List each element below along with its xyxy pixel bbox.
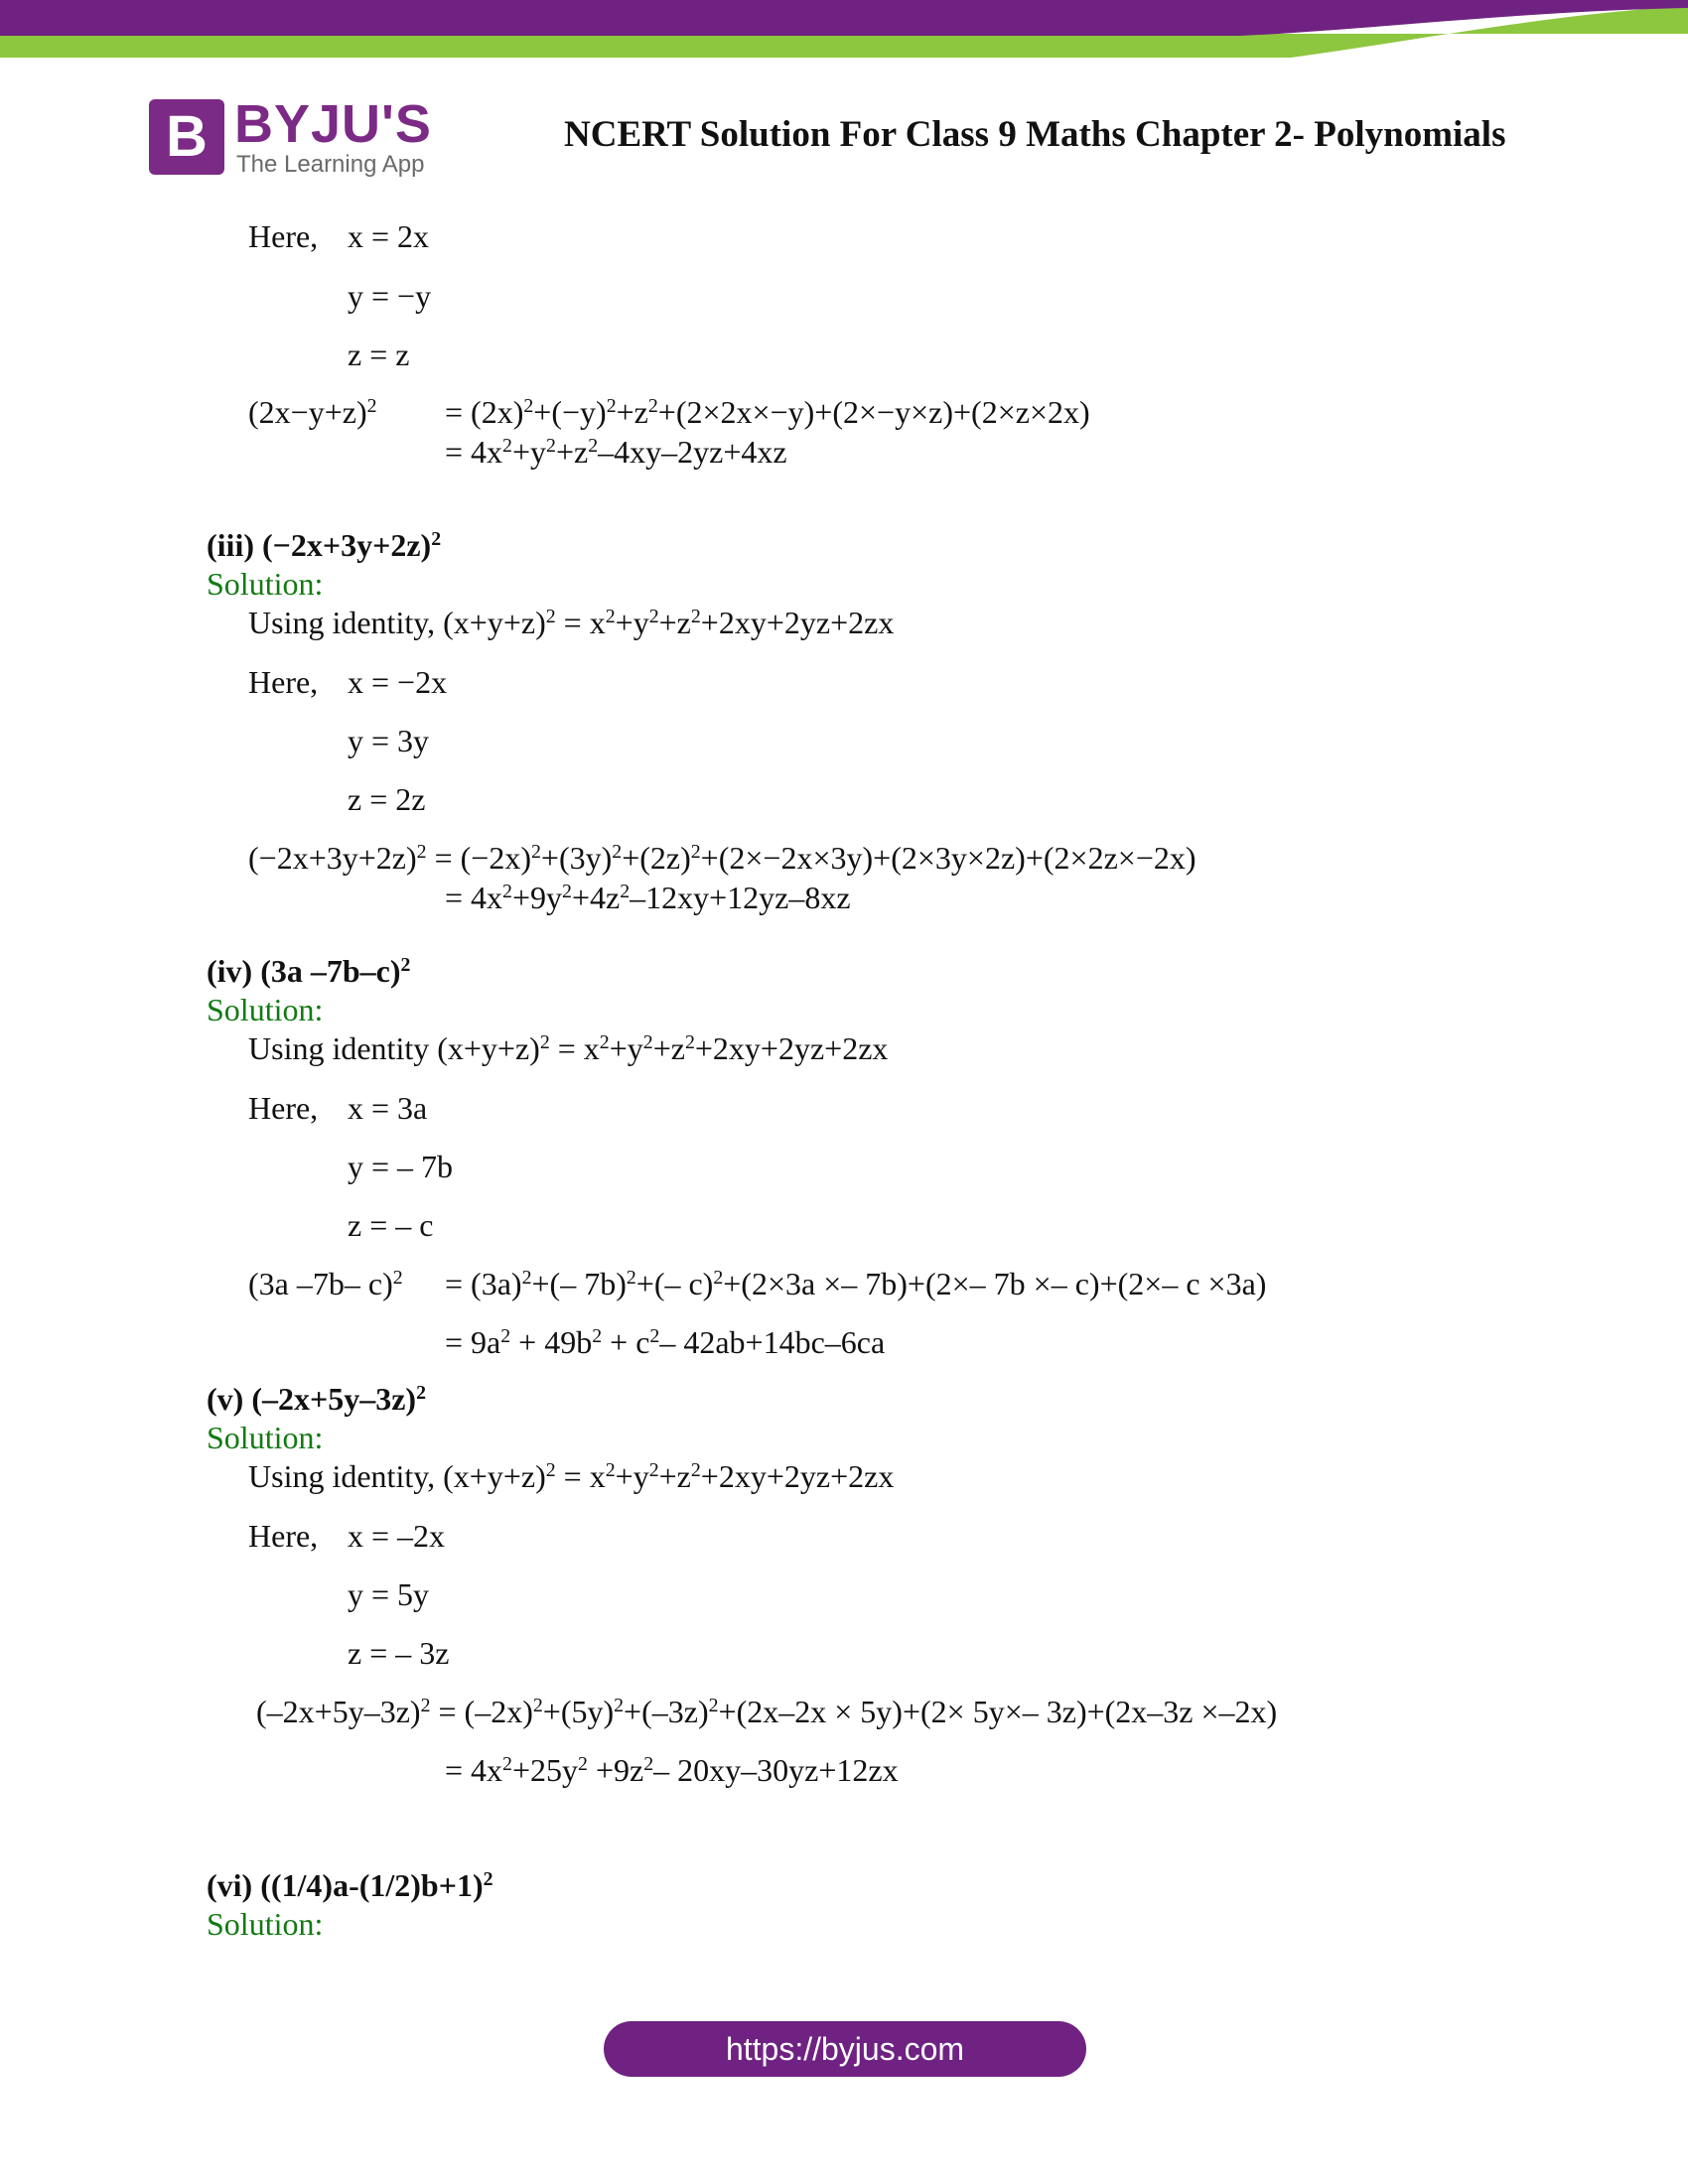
- substitution-x: x = 2x: [348, 218, 430, 254]
- substitution-z: z = z: [348, 337, 410, 372]
- logo-mark: [149, 99, 224, 175]
- substitution-y: y = – 7b: [348, 1149, 454, 1184]
- substitution-z: z = – 3z: [348, 1635, 450, 1671]
- identity-statement: Using identity $(x+y+z)^2 = x^2+y^2+z^2+2xy+2yz+2zx$: [248, 1030, 889, 1066]
- expansion-lhs: (3a –7b– c)$^2$: [248, 1266, 403, 1301]
- substitution-z: z = 2z: [348, 781, 426, 817]
- substitution-y: y = −y: [348, 278, 432, 314]
- here-label: Here,: [248, 664, 319, 700]
- substitution-y: y = 5y: [348, 1576, 430, 1612]
- question-heading: (v) $(-2x+5y-3z)^2$: [207, 1381, 426, 1417]
- question-heading: (vi) $((1/4)a-(1/2)b+1)^2$: [207, 1867, 493, 1903]
- logo-letter: B: [166, 104, 208, 169]
- expansion-line-1: $(-2x+3y+2z)^2 = (-2x)^2+(3y)^2+(2z)^2+(2\times-2x\times 3y)+(2\times 3y\times 2z)+(2\times 2z\times-2x)$: [248, 840, 1196, 876]
- footer-url-link[interactable]: https://byjus.com: [604, 2021, 1086, 2077]
- question-heading: (iv) (3a –7b–c)$^2$: [207, 953, 411, 989]
- solution-label: Solution:: [207, 1906, 324, 1942]
- expansion-line-1: = $(2x)^2+(-y)^2+z^2+(2\times 2x\times-y)+(2\times-y\times z)+(2\times z\times 2x)$: [445, 394, 1090, 430]
- identity-statement: Using identity, $(x+y+z)^2 = x^2+y^2+z^2+2xy+2yz+2zx$: [248, 605, 895, 640]
- substitution-z: z = – c: [348, 1207, 434, 1243]
- solution-label: Solution:: [207, 566, 324, 602]
- substitution-x: x = –2x: [348, 1518, 446, 1554]
- expansion-line-2: = $4x^2+y^2+z^2-4xy-2yz+4xz$: [445, 434, 787, 470]
- page-title: NCERT Solution For Class 9 Maths Chapter 2- Polynomials: [564, 114, 1506, 155]
- question-heading: (iii) $(-2x+3y+2z)^2$: [207, 527, 442, 563]
- substitution-y: y = 3y: [348, 723, 430, 758]
- substitution-x: x = −2x: [348, 664, 448, 700]
- expansion-line-2: = $4x^2+9y^2+4z^2-12xy+12yz-8xz$: [445, 880, 851, 915]
- expansion-line-2: = $4x^2+25y^2 +9z^2-$ 20xy–30yz+12zx: [445, 1752, 899, 1788]
- logo-tagline: The Learning App: [236, 151, 425, 178]
- here-label: Here,: [248, 218, 319, 254]
- here-label: Here,: [248, 1090, 319, 1126]
- expansion-line-1: $(-2x+5y-3z)^2 = (-2x)^2+(5y)^2+(-3z)^2+(2x-2x \times 5y)+(2\times 5y\times-$ 3z)+(2x–3z ×–2x): [256, 1694, 1278, 1729]
- solution-label: Solution:: [207, 992, 324, 1027]
- substitution-x: x = 3a: [348, 1090, 428, 1126]
- here-label: Here,: [248, 1518, 319, 1554]
- expansion-lhs: $(2x-y+z)^2$: [248, 394, 377, 430]
- header-color-band: [0, 0, 1688, 60]
- logo-name: BYJU'S: [234, 94, 432, 154]
- byjus-logo: [149, 94, 447, 182]
- header-purple-band: [0, 0, 1688, 36]
- expansion-line-1: = $(3a)^2+(-$ 7b)$^2$+(– c)$^2$+(2×3a ×– 7b)+(2×– 7b ×– c)+(2×– c ×3a): [445, 1266, 1267, 1301]
- expansion-line-2: = $9a^2 + 49b^2 + c^2-$ 42ab+14bc–6ca: [445, 1324, 886, 1360]
- identity-statement: Using identity, $(x+y+z)^2 = x^2+y^2+z^2+2xy+2yz+2zx$: [248, 1458, 895, 1494]
- solution-label: Solution:: [207, 1420, 324, 1455]
